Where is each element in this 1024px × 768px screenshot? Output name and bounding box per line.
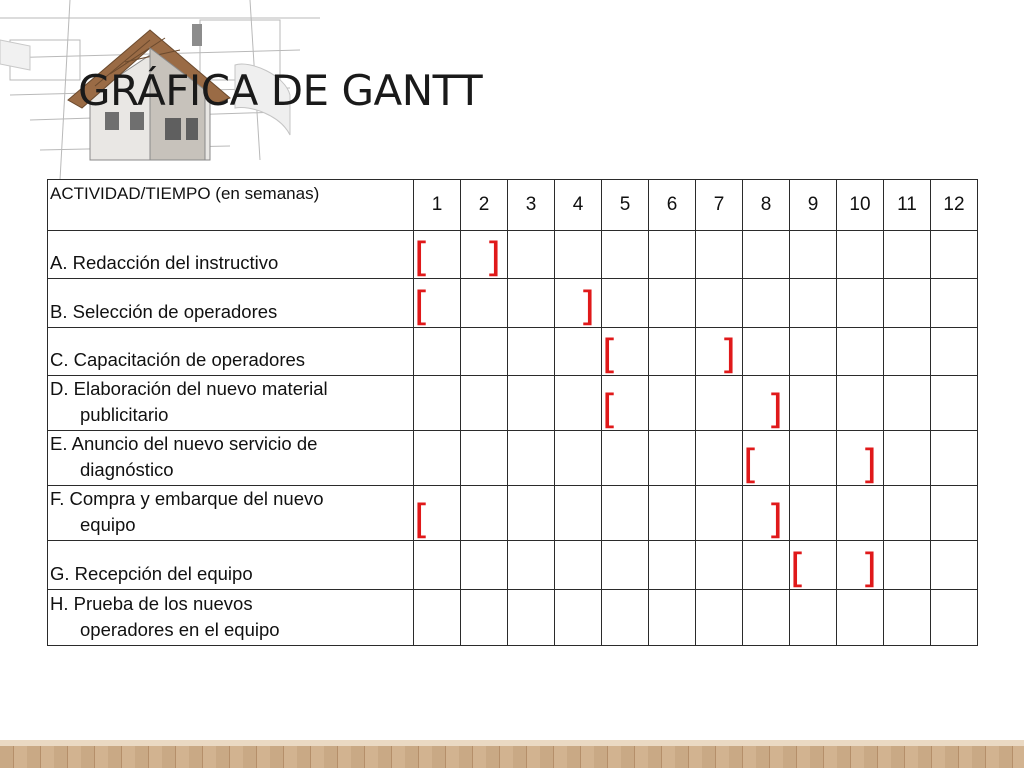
- week-header: 11: [884, 180, 931, 231]
- task-start-bracket: [: [602, 387, 618, 433]
- gantt-row: [48, 590, 978, 646]
- week-cell: [555, 541, 602, 590]
- gantt-chart-table: [47, 179, 978, 646]
- activity-label: D. Elaboración del nuevo material: [50, 378, 328, 399]
- week-cell: [414, 541, 461, 590]
- week-cell: [696, 376, 743, 431]
- week-cell: [696, 231, 743, 279]
- task-start-bracket: [: [790, 546, 806, 592]
- week-cell: [508, 590, 555, 646]
- week-cell: [931, 376, 978, 431]
- week-cell: [837, 279, 884, 328]
- week-cell: [555, 328, 602, 376]
- activity-cell: [48, 279, 414, 328]
- week-cell: [414, 431, 461, 486]
- activity-label: E. Anuncio del nuevo servicio de: [50, 433, 318, 454]
- week-cell: [461, 376, 508, 431]
- task-end-bracket: ]: [767, 387, 783, 433]
- week-cell: [696, 328, 743, 376]
- activity-label: publicitario: [80, 404, 169, 425]
- week-cell: [508, 376, 555, 431]
- week-cell: [743, 376, 790, 431]
- week-cell: [555, 376, 602, 431]
- week-cell: [602, 376, 649, 431]
- task-end-bracket: ]: [861, 546, 877, 592]
- week-cell: [837, 486, 884, 541]
- task-start-bracket: [: [414, 497, 430, 543]
- activity-cell: [48, 231, 414, 279]
- week-cell: [837, 590, 884, 646]
- week-header: 5: [602, 180, 649, 231]
- gantt-row: [48, 431, 978, 486]
- week-cell: [837, 328, 884, 376]
- task-end-bracket: ]: [720, 332, 736, 378]
- week-header: 4: [555, 180, 602, 231]
- week-cell: [743, 431, 790, 486]
- week-header: 9: [790, 180, 837, 231]
- week-cell: [461, 590, 508, 646]
- activity-label: A. Redacción del instructivo: [50, 252, 279, 273]
- week-cell: [414, 590, 461, 646]
- week-cell: [508, 279, 555, 328]
- week-cell: [790, 231, 837, 279]
- week-cell: [649, 541, 696, 590]
- gantt-row: [48, 486, 978, 541]
- week-cell: [790, 590, 837, 646]
- week-cell: [790, 431, 837, 486]
- activity-label: operadores en el equipo: [80, 619, 280, 640]
- week-cell: [414, 231, 461, 279]
- week-cell: [790, 328, 837, 376]
- week-header: 10: [837, 180, 884, 231]
- week-cell: [931, 590, 978, 646]
- week-cell: [743, 590, 790, 646]
- week-cell: [696, 431, 743, 486]
- task-start-bracket: [: [743, 442, 759, 488]
- week-cell: [414, 376, 461, 431]
- week-cell: [790, 376, 837, 431]
- week-cell: [508, 541, 555, 590]
- week-cell: [649, 231, 696, 279]
- week-cell: [649, 431, 696, 486]
- week-cell: [555, 431, 602, 486]
- week-cell: [555, 486, 602, 541]
- activity-label: equipo: [80, 514, 136, 535]
- week-cell: [602, 279, 649, 328]
- gantt-row: [48, 376, 978, 431]
- week-cell: [602, 541, 649, 590]
- week-cell: [602, 231, 649, 279]
- gantt-row: [48, 279, 978, 328]
- gantt-header-row: [48, 180, 978, 231]
- week-cell: [508, 328, 555, 376]
- week-header: 2: [461, 180, 508, 231]
- week-cell: [884, 231, 931, 279]
- week-cell: [602, 328, 649, 376]
- activity-label: F. Compra y embarque del nuevo: [50, 488, 324, 509]
- week-cell: [884, 431, 931, 486]
- activity-cell: [48, 376, 414, 431]
- week-cell: [649, 328, 696, 376]
- week-cell: [884, 328, 931, 376]
- week-cell: [649, 590, 696, 646]
- week-cell: [931, 328, 978, 376]
- activity-label: C. Capacitación de operadores: [50, 349, 306, 370]
- week-cell: [461, 279, 508, 328]
- task-end-bracket: ]: [579, 284, 595, 330]
- week-cell: [696, 590, 743, 646]
- week-cell: [884, 590, 931, 646]
- week-cell: [649, 376, 696, 431]
- week-cell: [884, 279, 931, 328]
- week-cell: [414, 486, 461, 541]
- week-cell: [602, 486, 649, 541]
- week-cell: [602, 431, 649, 486]
- slide-title: GRÁFICA DE GANTT: [78, 66, 483, 115]
- task-start-bracket: [: [602, 332, 618, 378]
- week-cell: [508, 231, 555, 279]
- week-cell: [414, 279, 461, 328]
- task-end-bracket: ]: [485, 235, 501, 281]
- week-cell: [837, 541, 884, 590]
- activity-label: B. Selección de operadores: [50, 301, 278, 322]
- week-cell: [461, 431, 508, 486]
- week-cell: [555, 279, 602, 328]
- gantt-row: [48, 541, 978, 590]
- week-cell: [461, 328, 508, 376]
- week-cell: [649, 279, 696, 328]
- week-header: 3: [508, 180, 555, 231]
- activity-label: diagnóstico: [80, 459, 174, 480]
- activity-label: G. Recepción del equipo: [50, 563, 253, 584]
- week-cell: [743, 279, 790, 328]
- week-cell: [790, 541, 837, 590]
- week-cell: [884, 376, 931, 431]
- week-header: 7: [696, 180, 743, 231]
- week-cell: [555, 231, 602, 279]
- activity-cell: [48, 431, 414, 486]
- week-cell: [649, 486, 696, 541]
- week-cell: [696, 279, 743, 328]
- activity-label: H. Prueba de los nuevos: [50, 593, 253, 614]
- floor-edge-decoration: [0, 740, 1024, 746]
- week-header: 8: [743, 180, 790, 231]
- activity-cell: [48, 541, 414, 590]
- week-cell: [508, 431, 555, 486]
- week-cell: [602, 590, 649, 646]
- gantt-row: [48, 231, 978, 279]
- week-cell: [743, 486, 790, 541]
- activity-cell: [48, 590, 414, 646]
- task-end-bracket: ]: [767, 497, 783, 543]
- week-cell: [931, 541, 978, 590]
- week-cell: [508, 486, 555, 541]
- week-header: 1: [414, 180, 461, 231]
- week-cell: [461, 231, 508, 279]
- week-cell: [931, 279, 978, 328]
- activity-cell: [48, 486, 414, 541]
- week-header: 12: [931, 180, 978, 231]
- activity-cell: [48, 328, 414, 376]
- week-cell: [837, 376, 884, 431]
- week-cell: [743, 231, 790, 279]
- week-cell: [461, 541, 508, 590]
- week-cell: [790, 279, 837, 328]
- activity-time-header: ACTIVIDAD/TIEMPO (en semanas): [48, 180, 414, 231]
- week-cell: [461, 486, 508, 541]
- week-cell: [837, 231, 884, 279]
- week-cell: [414, 328, 461, 376]
- week-cell: [696, 486, 743, 541]
- week-cell: [743, 328, 790, 376]
- week-cell: [884, 541, 931, 590]
- week-cell: [884, 486, 931, 541]
- week-cell: [696, 541, 743, 590]
- week-cell: [931, 231, 978, 279]
- task-end-bracket: ]: [861, 442, 877, 488]
- week-cell: [555, 590, 602, 646]
- week-cell: [931, 431, 978, 486]
- gantt-row: [48, 328, 978, 376]
- week-header: 6: [649, 180, 696, 231]
- task-start-bracket: [: [414, 284, 430, 330]
- week-cell: [743, 541, 790, 590]
- week-cell: [931, 486, 978, 541]
- week-cell: [790, 486, 837, 541]
- week-cell: [837, 431, 884, 486]
- task-start-bracket: [: [414, 235, 430, 281]
